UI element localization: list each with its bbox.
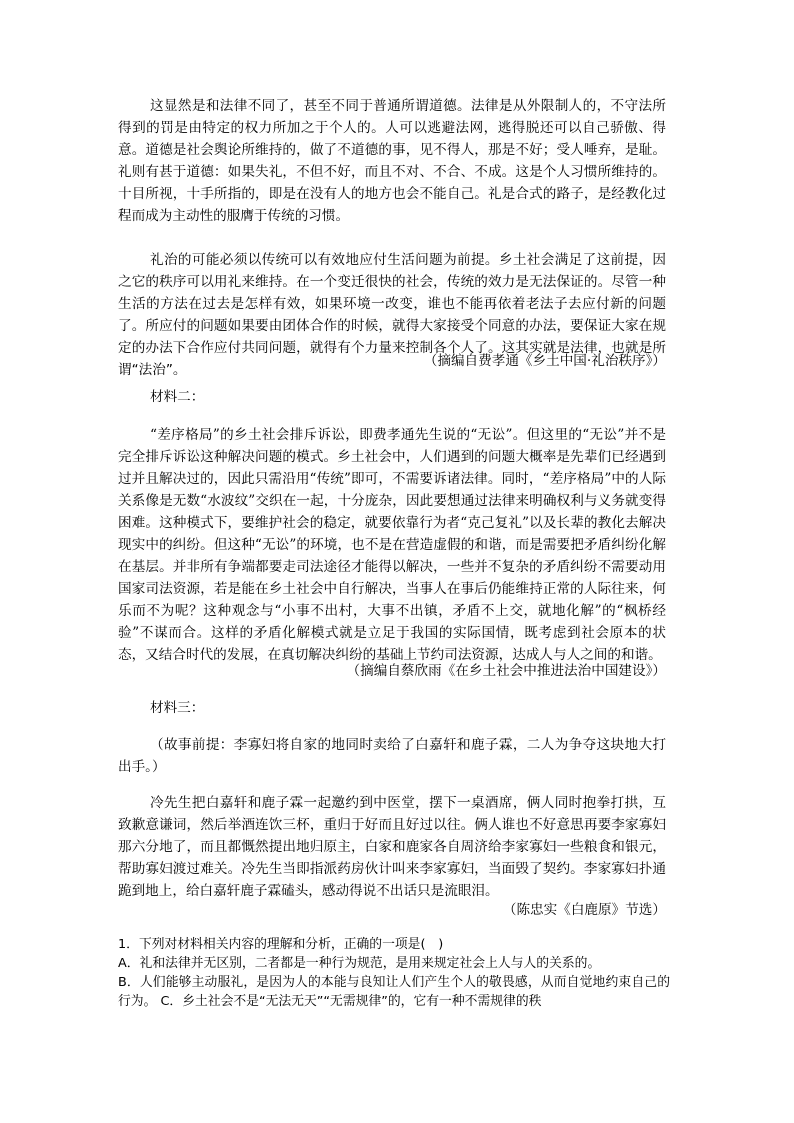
material3-label: 材料三： [150,700,205,716]
material1-paragraph-2: 礼治的可能必须以传统可以有效地应付生活问题为前提。乡土社会满足了这前提，因之它的秩序可以用礼来维持。在一个变迁很快的社会，传统的效力是无法保证的。尽管一种生活的方法在过去是怎样有效，如果环境一改变，谁也不能再依着老法子去应付新的问题了。所应付的问题如果要由团体合作的时候，就得大家接受个同意的办法，要保证大家在规定的办法下合作应付共同问题，就得有个力量来控制各个人了。这其实就是法律，也就是所谓“法治”。 [118,252,666,378]
material2-label: 材料二： [150,389,205,405]
material3-premise: （故事前提：李寡妇将自家的地同时卖给了白嘉轩和鹿子霖，二人为争夺这块地大打出手。） [118,737,666,775]
material1-paragraph-1: 这显然是和法律不同了，甚至不同于普通所谓道德。法律是从外限制人的，不守法所得到的罚是由特定的权力所加之于个人的。人可以逃避法网，逃得脱还可以自己骄傲、得意。道德是社会舆论所维持的，做了不道德的事，见不得人，那是不好；受人唾弃，是耻。礼则有甚于道德：如果失礼，不但不好，而且不对、不合、不成。这是个人习惯所维持的。十目所视，十手所指的，即是在没有人的地方也会不能自己。礼是合式的路子，是经教化过程而成为主动性的服膺于传统的习惯。 [118,98,666,224]
question-1-stem: 1．下列对材料相关内容的理解和分析，正确的一项是( ) [118,937,444,952]
material1-source: （摘编自费孝通《乡土中国·礼治秩序》） [423,353,666,369]
material2-source: （摘编自蔡欣雨《在乡土社会中推进法治中国建设》） [346,663,666,679]
question-1-option-a: A．礼和法律并无区别，二者都是一种行为规范，是用来规定社会上人与人的关系的。 [118,956,601,971]
material3-paragraph: 冷先生把白嘉轩和鹿子霖一起邀约到中医堂，摆下一桌酒席，俩人同时抱拳打拱，互致歉意谦词，然后举酒连饮三杯，重归于好而且好过以往。俩人谁也不好意思再要李家寡妇那六分地了，而且都慨然提出地归原主，白家和鹿家各自周济给李家寡妇一些粮食和银元，帮助寡妇渡过难关。冷先生当即指派药房伙计叫来李家寡妇，当面毁了契约。李家寡妇扑通跪到地上，给白嘉轩鹿子霖磕头，感动得说不出话只是流眼泪。 [118,795,666,899]
material2-paragraph: “差序格局”的乡土社会排斥诉讼，即费孝通先生说的“无讼”。但这里的“无讼”并不是完全排斥诉讼这种解决问题的模式。乡土社会中，人们遇到的问题大概率是先辈们已经遇到过并且解决过的，因此只需沿用“传统”即可，不需要诉诸法律。同时，“差序格局”中的人际关系像是无数“水波纹”交织在一起，十分庞杂，因此要想通过法律来明确权利与义务就变得困难。这种模式下，要维护社会的稳定，就要依靠行为者“克己复礼”以及长辈的教化去解决现实中的纠纷。但这种“无讼”的环境，也不是在营造虚假的和谐，而是需要把矛盾纠纷化解在基层。并非所有争端都要走司法途径才能得以解决，一些并不复杂的矛盾纠纷不需要动用国家司法资源，若是能在乡土社会中自行解决，当事人在事后仍能维持正常的人际往来，何乐而不为呢？这种观念与“小事不出村，大事不出镇，矛盾不上交，就地化解”的“枫桥经验”不谋而合。这样的矛盾化解模式就是立足于我国的实际国情，既考虑到社会原本的状态，又结合时代的发展，在真切解决纠纷的基础上节约司法资源，达成人与人之间的和谐。 [118,427,666,663]
question-1-option-b: B．人们能够主动服礼，是因为人的本能与良知让人们产生个人的敬畏感，从而自觉地约束自己的行为。 C．乡土社会不是“无法无天”“无需规律”的，它有一种不需规律的秩 [118,975,670,1009]
material3-source: （陈忠实《白鹿原》节选） [502,902,666,918]
